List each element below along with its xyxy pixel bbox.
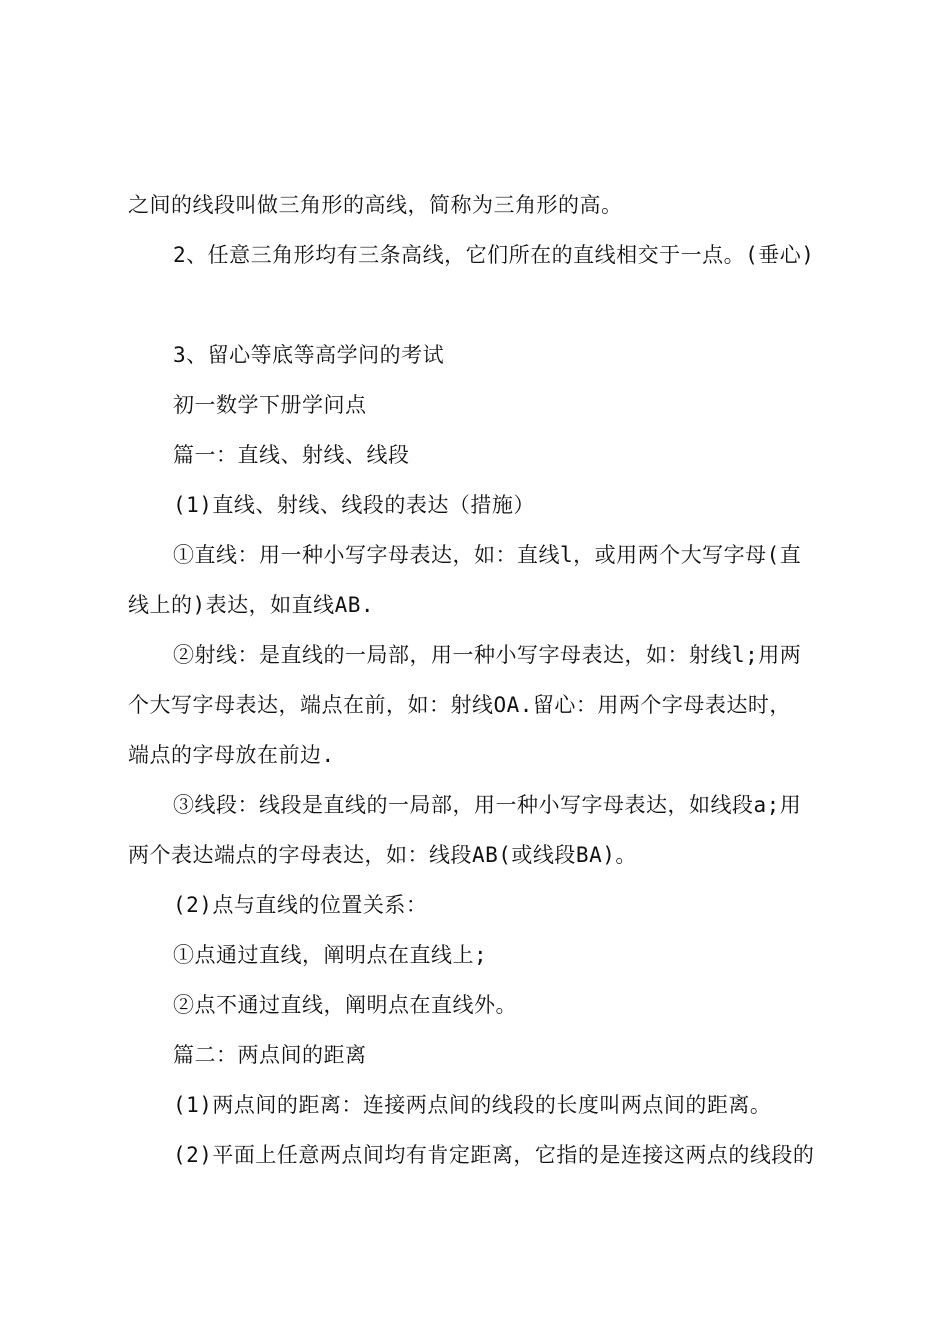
- text-line: ③线段：线段是直线的一局部，用一种小写字母表达，如线段a;用: [173, 793, 802, 817]
- section-heading: 篇一：直线、射线、线段: [173, 443, 410, 467]
- section-heading: 初一数学下册学问点: [173, 393, 367, 417]
- text-line: ②点不通过直线，阐明点在直线外。: [173, 993, 517, 1017]
- section-heading: 篇二：两点间的距离: [173, 1043, 367, 1067]
- text-line: 2、任意三角形均有三条高线，它们所在的直线相交于一点。(垂心): [173, 243, 815, 267]
- text-line: ②射线：是直线的一局部，用一种小写字母表达，如：射线l;用两: [173, 643, 802, 667]
- text-line: 3、留心等底等高学问的考试: [173, 343, 445, 367]
- text-line: 两个表达端点的字母表达，如：线段AB(或线段BA)。: [128, 843, 637, 867]
- text-line: 个大写字母表达，端点在前，如：射线OA.留心：用两个字母表达时，: [128, 693, 791, 717]
- text-line: 之间的线段叫做三角形的高线，简称为三角形的高。: [128, 193, 623, 217]
- text-line: (1)两点间的距离：连接两点间的线段的长度叫两点间的距离。: [173, 1093, 772, 1117]
- text-line: 端点的字母放在前边.: [128, 743, 335, 767]
- text-line: ①点通过直线，阐明点在直线上;: [173, 943, 488, 967]
- text-line: 线上的)表达，如直线AB.: [128, 593, 375, 617]
- text-line: (2)平面上任意两点间均有肯定距离，它指的是连接这两点的线段的: [173, 1143, 815, 1167]
- text-line: (1)直线、射线、线段的表达（措施）: [173, 493, 535, 517]
- text-line: ①直线：用一种小写字母表达，如：直线l，或用两个大写字母(直: [173, 543, 802, 567]
- text-line: (2)点与直线的位置关系：: [173, 893, 428, 917]
